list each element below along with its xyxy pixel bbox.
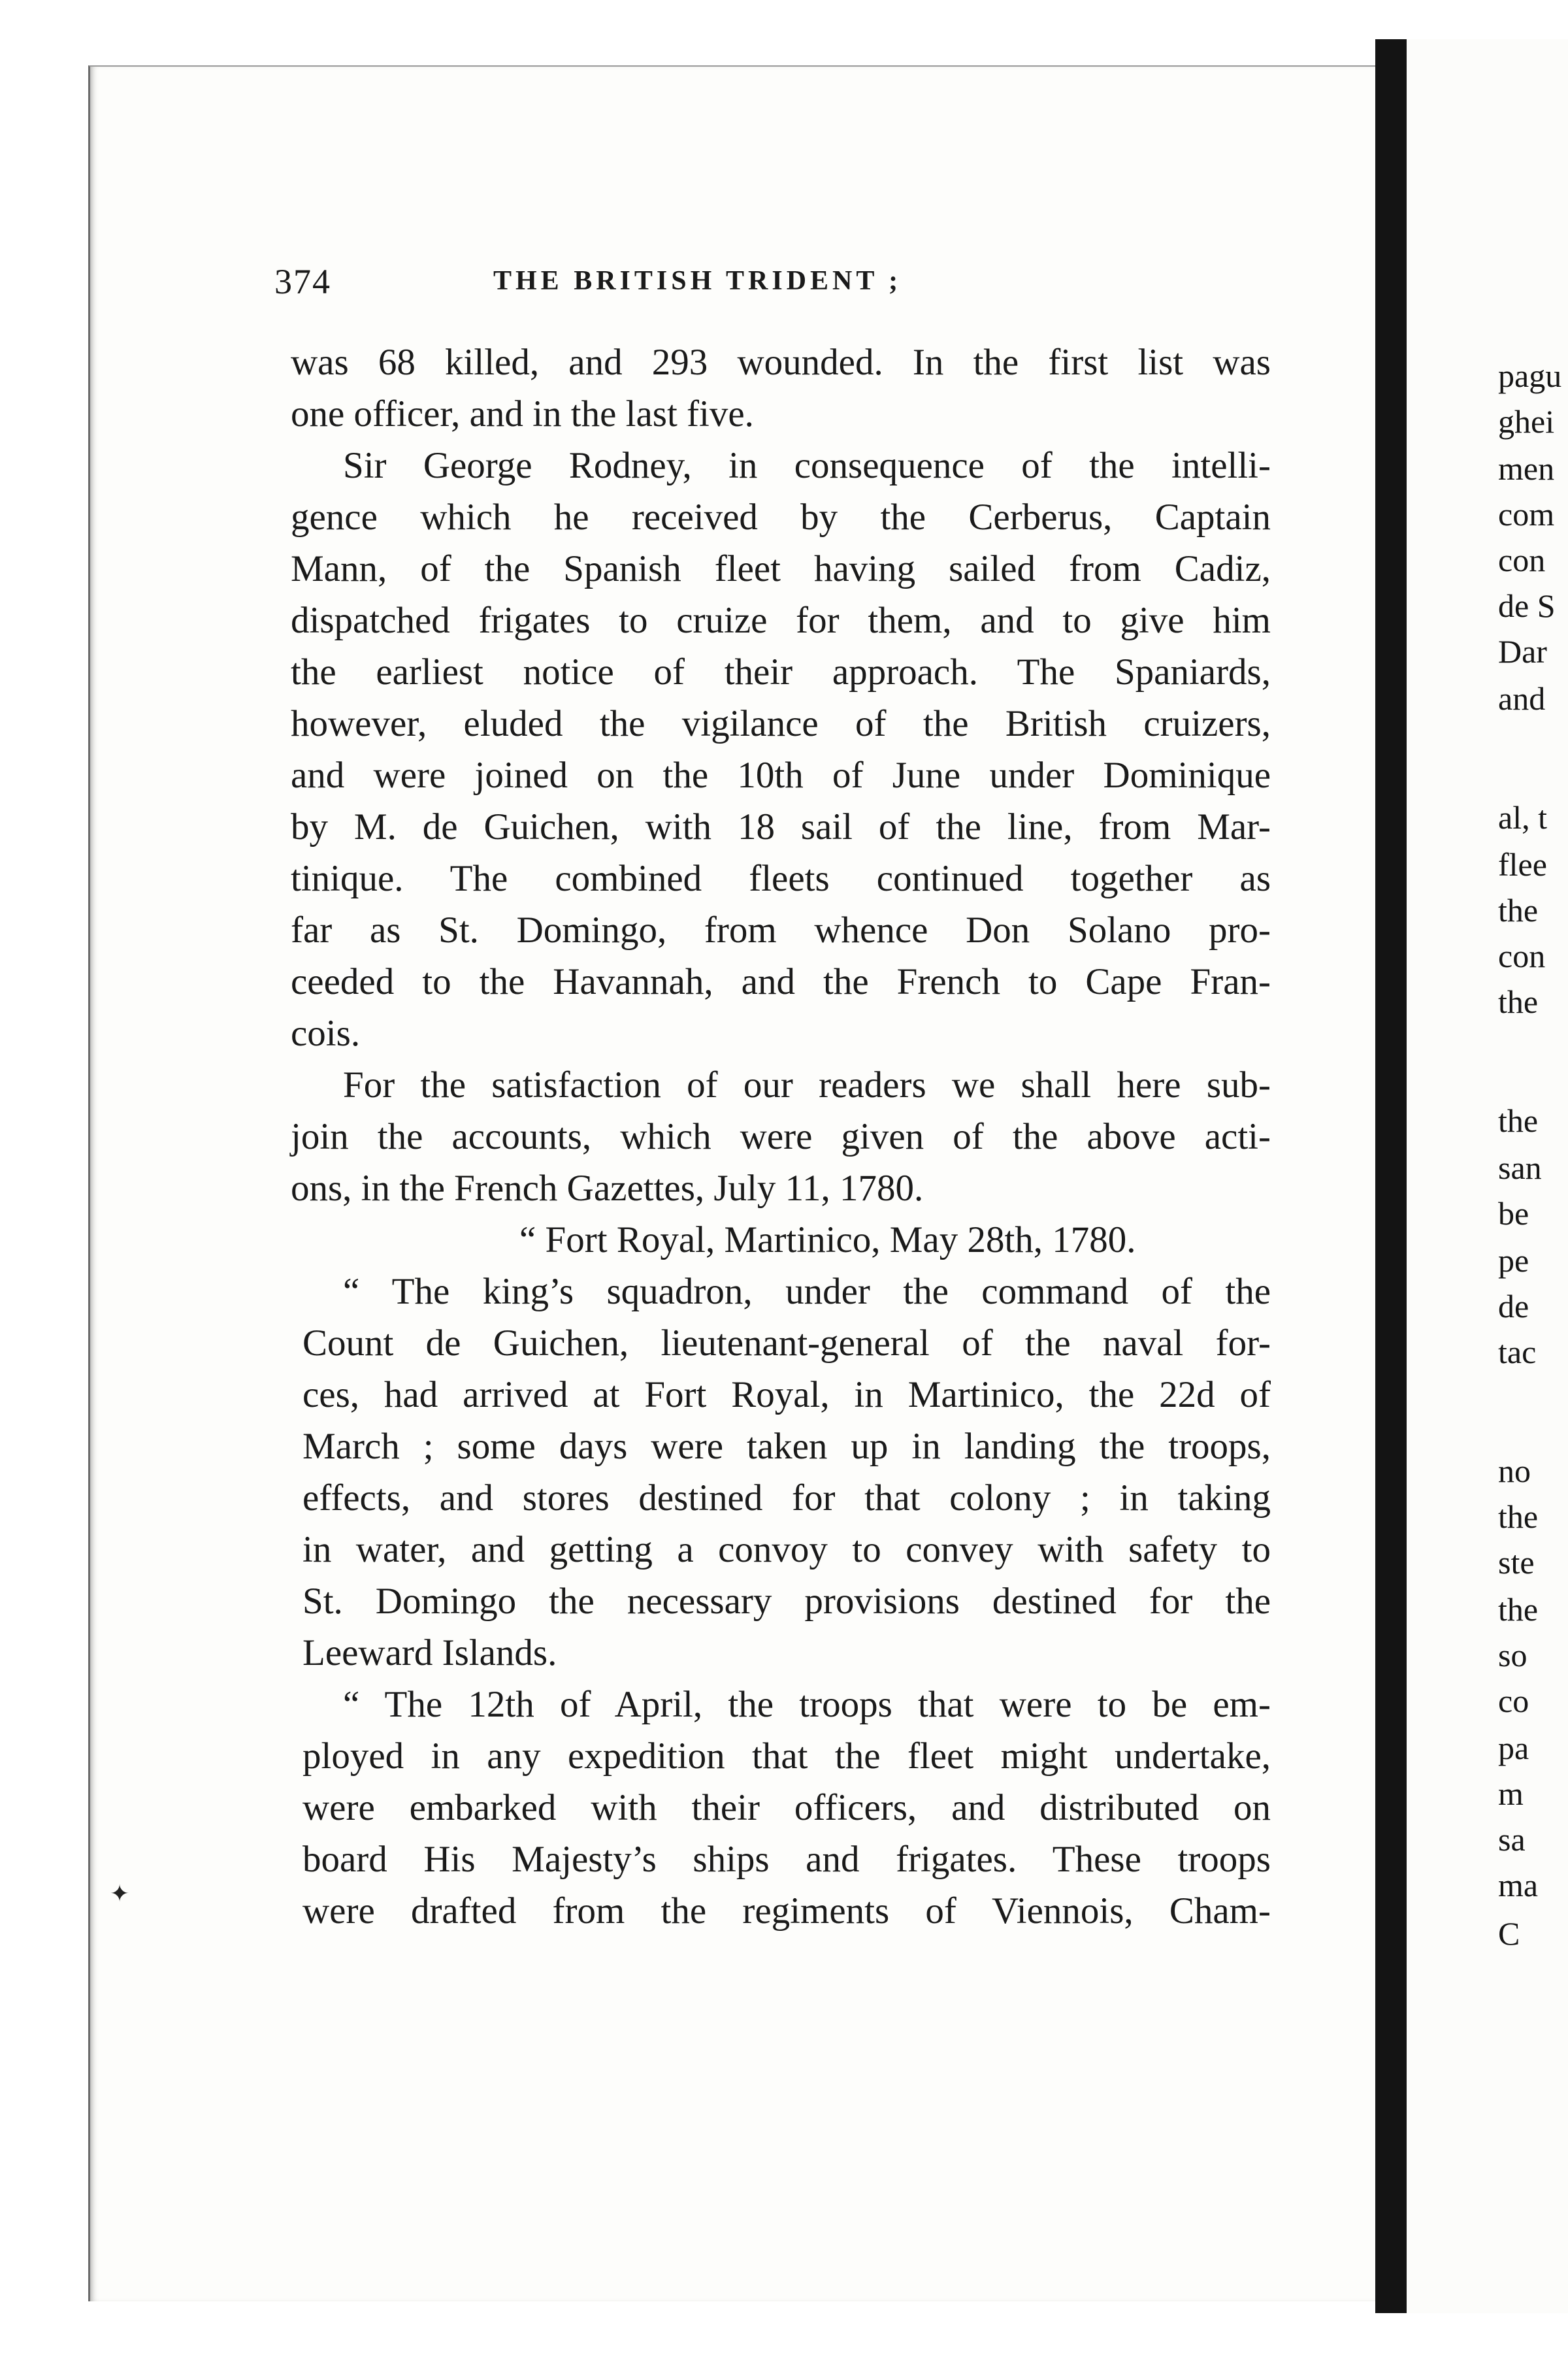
text-line: were embarked with their officers, and distributed on [302, 1787, 1271, 1828]
facing-page-fragment: con [1498, 542, 1546, 578]
text-line: For the satisfaction of our readers we shall here sub- [343, 1064, 1271, 1106]
facing-page-fragment: the [1498, 1498, 1539, 1535]
facing-page-fragment: ma [1498, 1867, 1539, 1903]
facing-page-fragment: the [1498, 1591, 1539, 1628]
book-gutter [1375, 39, 1407, 2313]
text-line: “ The king’s squadron, under the command of the [343, 1271, 1271, 1312]
facing-page-fragment: san [1498, 1149, 1542, 1186]
text-line: board His Majesty’s ships and frigates. These troops [302, 1839, 1271, 1880]
text-line: St. Domingo the necessary provisions destined for the [302, 1581, 1271, 1622]
text-line: however, eluded the vigilance of the British cruizers, [291, 703, 1271, 744]
text-line: Count de Guichen, lieutenant-general of the naval for- [302, 1323, 1271, 1364]
facing-page-fragment: con [1498, 938, 1546, 974]
text-line: one officer, and in the last five. [291, 393, 754, 435]
facing-page [1407, 39, 1568, 2313]
facing-page-fragment: the [1498, 983, 1539, 1020]
text-line: by M. de Guichen, with 18 sail of the line, from Mar- [291, 806, 1271, 847]
facing-page-fragment: the [1498, 892, 1539, 929]
text-line: cois. [291, 1013, 361, 1054]
facing-page-fragment: Dar [1498, 633, 1547, 670]
text-line: gence which he received by the Cerberus, Captain [291, 497, 1271, 538]
facing-page-fragment: m [1498, 1775, 1524, 1812]
facing-page-fragment: co [1498, 1683, 1529, 1719]
page-header [274, 261, 1287, 307]
facing-page-fragment: ste [1498, 1544, 1535, 1581]
facing-page-fragment: be [1498, 1195, 1529, 1232]
facing-page-fragment: pe [1498, 1242, 1529, 1279]
text-line: far as St. Domingo, from whence Don Solano pro- [291, 910, 1271, 951]
text-line: “ Fort Royal, Martinico, May 28th, 1780. [519, 1219, 1136, 1260]
body-text [291, 337, 1271, 1937]
text-line: Sir George Rodney, in consequence of the intelli- [343, 445, 1271, 486]
facing-page-fragment: sa [1498, 1821, 1526, 1858]
text-line: the earliest notice of their approach. The Spaniards, [291, 651, 1271, 693]
page-number: 374 [274, 262, 331, 301]
facing-page-fragment: ghei [1498, 403, 1555, 440]
text-line: ployed in any expedition that the fleet might undertake, [302, 1735, 1271, 1777]
text-line: were drafted from the regiments of Viennois, Cham- [302, 1890, 1271, 1932]
text-line: tinique. The combined fleets continued together as [291, 858, 1271, 899]
facing-page-fragment: the [1498, 1102, 1539, 1139]
text-line: Mann, of the Spanish fleet having sailed from Cadiz, [291, 548, 1271, 589]
text-line: was 68 killed, and 293 wounded. In the first list was [291, 342, 1271, 383]
facing-page-fragment: men [1498, 450, 1555, 487]
text-line: in water, and getting a convoy to convey with safety to [302, 1529, 1271, 1570]
facing-page-fragment: C [1498, 1915, 1520, 1952]
facing-page-fragment: tac [1498, 1334, 1537, 1370]
text-line: March ; some days were taken up in landing the troops, [302, 1426, 1271, 1467]
text-line: ons, in the French Gazettes, July 11, 1780. [291, 1168, 924, 1209]
margin-mark: ✦ [110, 1881, 130, 1907]
text-line: ceeded to the Havannah, and the French to Cape Fran- [291, 961, 1271, 1002]
facing-page-fragment: al, t [1498, 799, 1547, 836]
facing-page-fragment: flee [1498, 846, 1547, 883]
facing-page-fragment: so [1498, 1637, 1527, 1673]
facing-page-fragment: de [1498, 1288, 1529, 1324]
facing-page-fragment: and [1498, 680, 1546, 717]
facing-page-fragment: com [1498, 496, 1555, 533]
running-head: THE BRITISH TRIDENT ; [493, 266, 902, 296]
text-line: and were joined on the 10th of June under Dominique [291, 755, 1271, 796]
text-line: join the accounts, which were given of the above acti- [291, 1116, 1271, 1157]
text-line: ces, had arrived at Fort Royal, in Martinico, the 22d of [302, 1374, 1271, 1415]
facing-page-fragment: de S [1498, 587, 1556, 624]
facing-page-fragment: pagu [1498, 357, 1562, 394]
facing-page-fragment: pa [1498, 1730, 1529, 1766]
text-line: effects, and stores destined for that colony ; in taking [302, 1477, 1271, 1519]
facing-page-fragment: no [1498, 1453, 1531, 1489]
text-line: Leeward Islands. [302, 1632, 557, 1673]
text-line: dispatched frigates to cruize for them, and to give him [291, 600, 1271, 641]
text-line: “ The 12th of April, the troops that were to be em- [343, 1684, 1271, 1725]
